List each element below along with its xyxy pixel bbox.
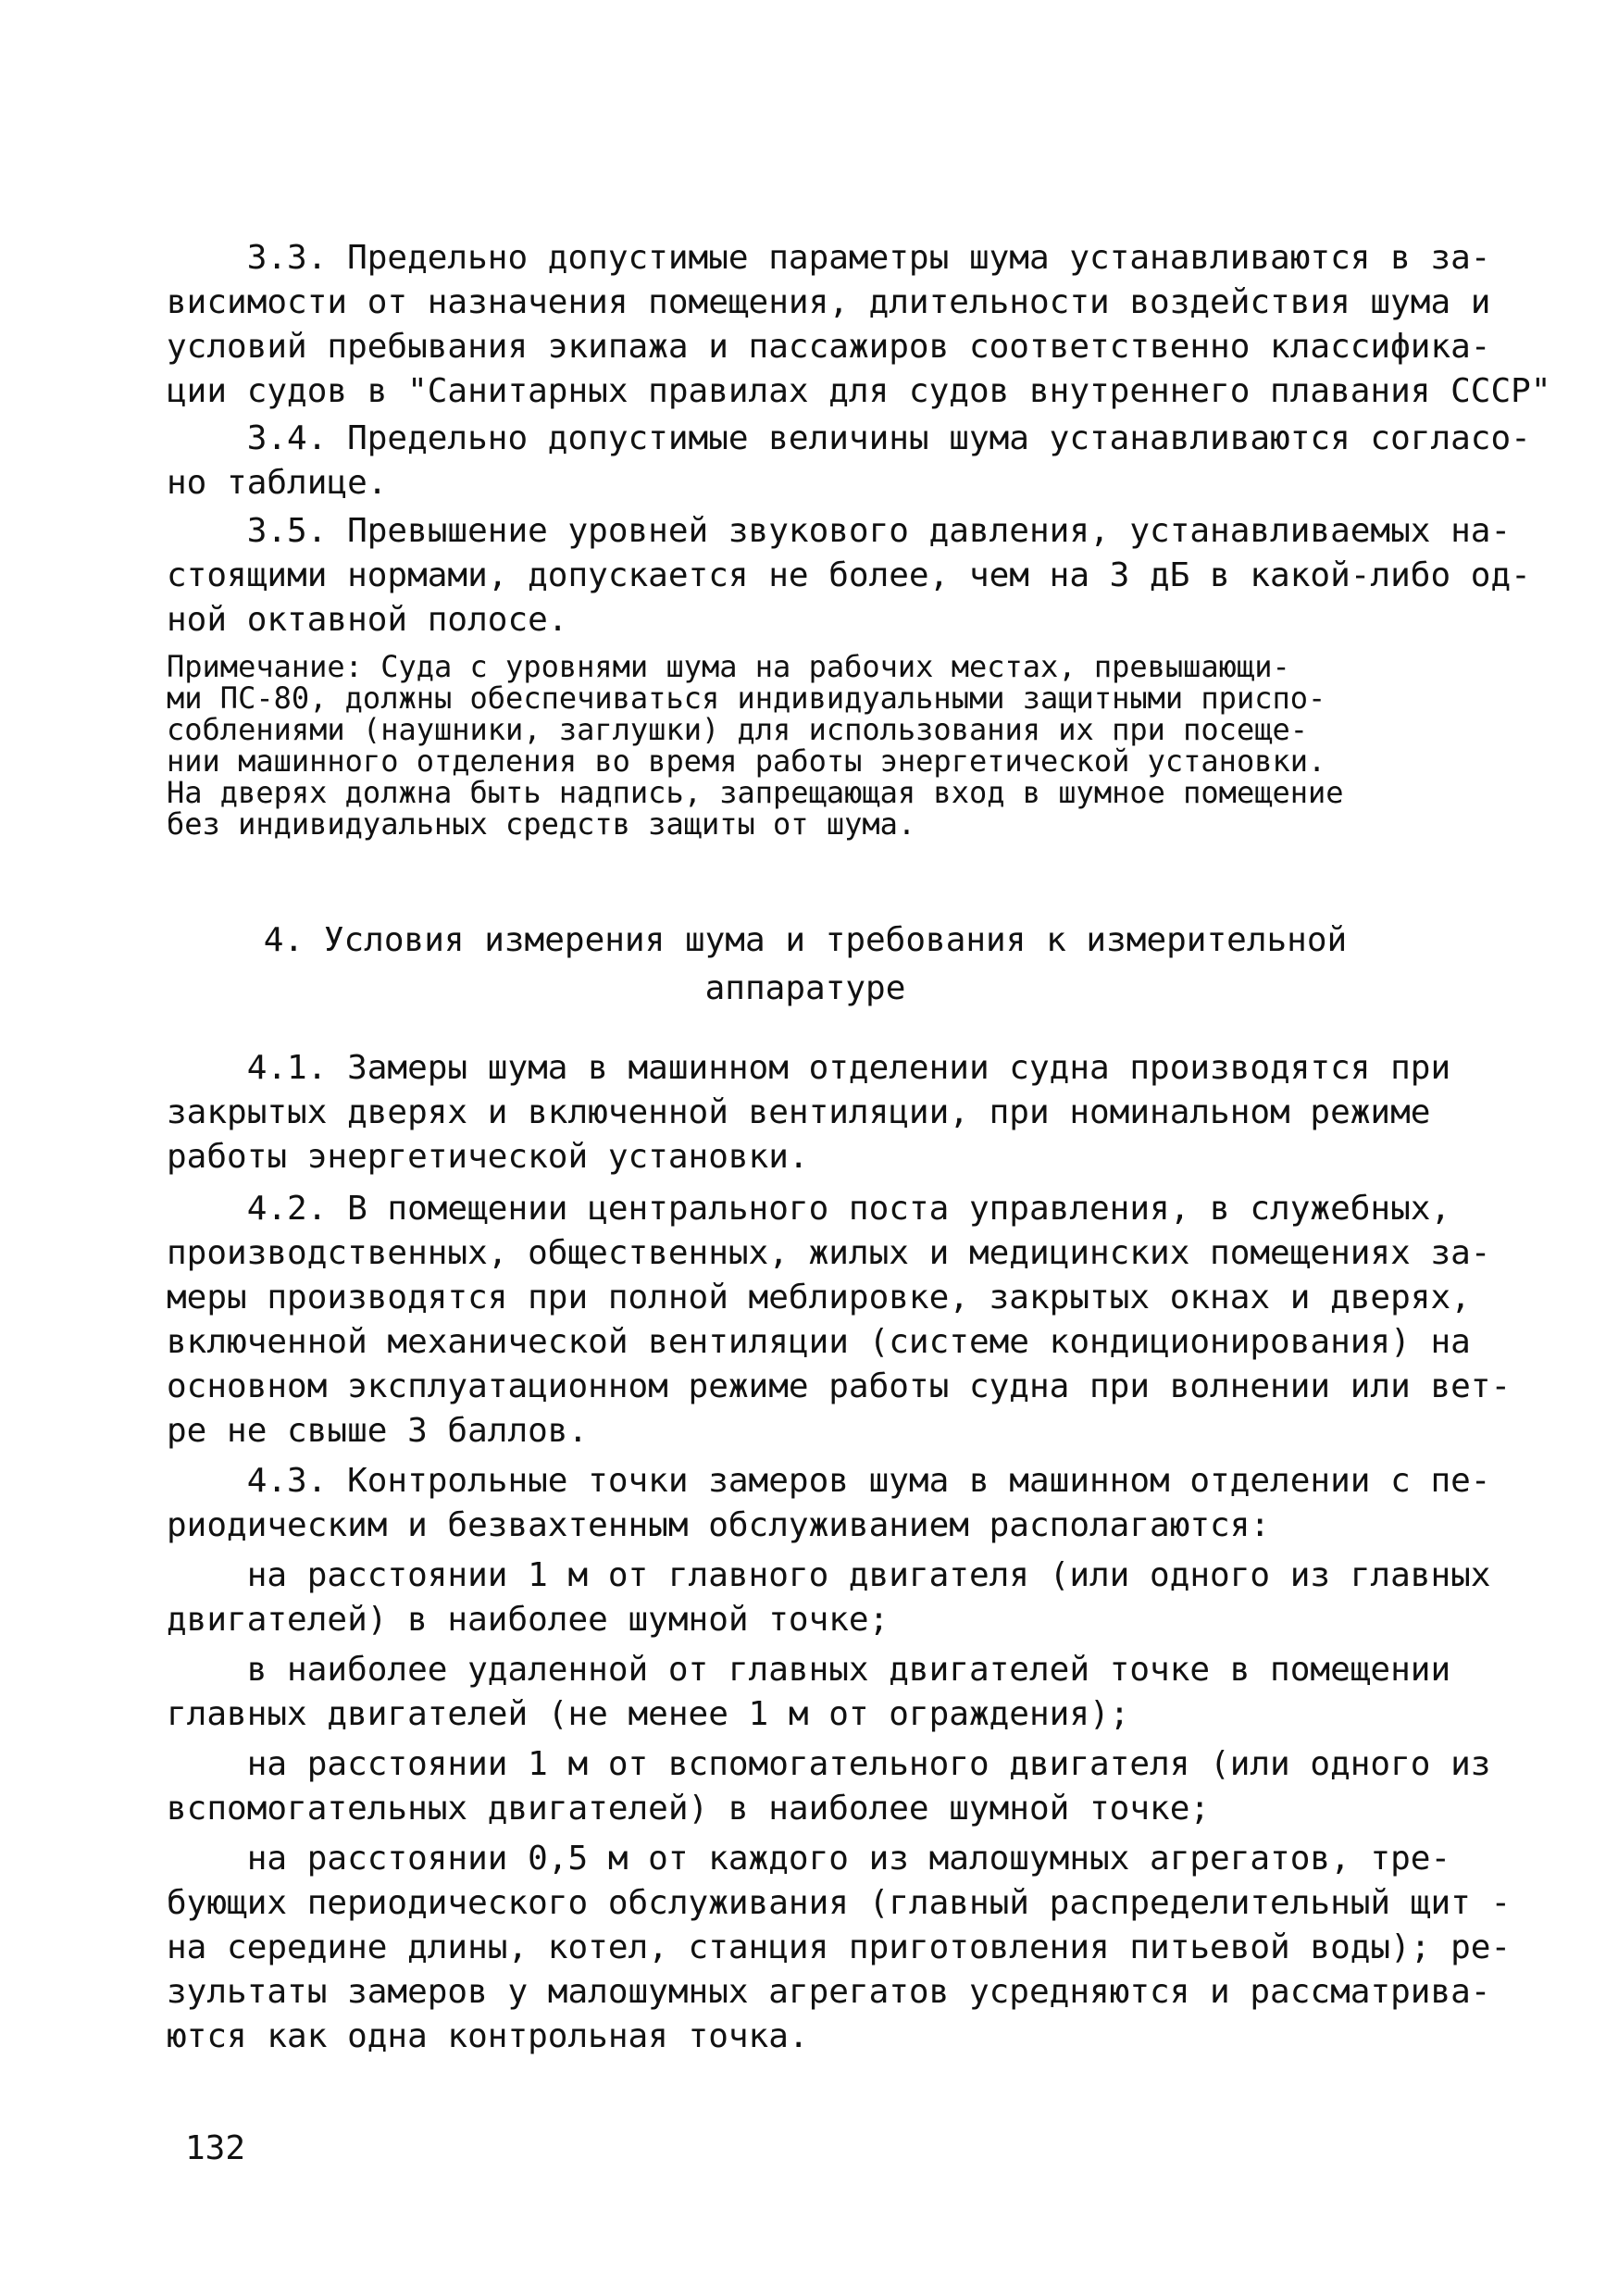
paragraph-3-3-line-2: висимости от назначения помещения, длительности воздействия шума и — [167, 283, 1491, 321]
paragraph-3-5-line-3: ной октавной полосе. — [167, 601, 568, 639]
paragraph-4-2-line-5: основном эксплуатационном режиме работы судна при волнении или вет- — [167, 1367, 1512, 1405]
paragraph-4-3-line-2: риодическим и безвахтенным обслуживанием располагаются: — [167, 1506, 1271, 1544]
note-line-2: ми ПС-80, должны обеспечиваться индивидуальными защитными приспо- — [167, 680, 1326, 716]
note-line-5: На дверях должна быть надпись, запрещающая вход в шумное помещение — [167, 775, 1344, 810]
paragraph-4-3-line-11: на середине длины, котел, станция приготовления питьевой воды); ре- — [167, 1928, 1512, 1966]
paragraph-3-3-line-4: ции судов в "Санитарных правилах для судов внутреннего плавания СССР" — [167, 372, 1551, 410]
note-line-6: без индивидуальных средств защиты от шума. — [167, 806, 916, 842]
page-number: 132 — [185, 2129, 246, 2167]
paragraph-4-3-line-3: на расстоянии 1 м от главного двигателя (или одного из главных — [167, 1556, 1491, 1594]
paragraph-4-3-line-5: в наиболее удаленной от главных двигателей точке в помещении — [167, 1651, 1451, 1689]
paragraph-4-2-line-6: ре не свыше 3 баллов. — [167, 1412, 589, 1450]
paragraph-4-1-line-2: закрытых дверях и включенной вентиляции, при номинальном режиме — [167, 1093, 1431, 1131]
note-line-1: Примечание: Суда с уровнями шума на рабочих местах, превышающи- — [167, 649, 1290, 684]
paragraph-4-2-line-3: меры производятся при полной меблировке, закрытых окнах и дверях, — [167, 1279, 1471, 1316]
paragraph-4-2-line-2: производственных, общественных, жилых и медицинских помещениях за- — [167, 1234, 1491, 1272]
paragraph-4-3-line-7: на расстоянии 1 м от вспомогательного двигателя (или одного из — [167, 1745, 1491, 1783]
paragraph-4-3-line-6: главных двигателей (не менее 1 м от ограждения); — [167, 1695, 1130, 1733]
paragraph-3-3-line-1: 3.3. Предельно допустимые параметры шума устанавливаются в за- — [167, 239, 1491, 277]
paragraph-3-5-line-2: стоящими нормами, допускается не более, чем на 3 дБ в какой-либо од- — [167, 556, 1531, 594]
section-4-title-line-2: аппаратуре — [704, 969, 906, 1007]
paragraph-3-4-line-1: 3.4. Предельно допустимые величины шума устанавливаются согласо- — [167, 419, 1531, 457]
note-line-3: соблениями (наушники, заглушки) для использования их при посеще- — [167, 712, 1308, 747]
paragraph-4-3-line-10: бующих периодического обслуживания (главный распределительный щит - — [167, 1884, 1512, 1922]
paragraph-4-3-line-13: ются как одна контрольная точка. — [167, 2017, 809, 2055]
paragraph-4-2-line-4: включенной механической вентиляции (системе кондиционирования) на — [167, 1323, 1471, 1361]
paragraph-4-1-line-3: работы энергетической установки. — [167, 1138, 809, 1176]
paragraph-3-3-line-3: условий пребывания экипажа и пассажиров соответственно классифика- — [167, 328, 1491, 366]
paragraph-4-3-line-12: зультаты замеров у малошумных агрегатов усредняются и рассматрива- — [167, 1973, 1491, 2011]
paragraph-3-5-line-1: 3.5. Превышение уровней звукового давления, устанавливаемых на- — [167, 512, 1512, 550]
paragraph-4-1-line-1: 4.1. Замеры шума в машинном отделении судна производятся при — [167, 1049, 1451, 1087]
paragraph-4-2-line-1: 4.2. В помещении центрального поста управления, в служебных, — [167, 1190, 1451, 1228]
paragraph-4-3-line-1: 4.3. Контрольные точки замеров шума в машинном отделении с пе- — [167, 1462, 1491, 1500]
paragraph-4-3-line-9: на расстоянии 0,5 м от каждого из малошумных агрегатов, тре- — [167, 1840, 1451, 1878]
note-line-4: нии машинного отделения во время работы энергетической установки. — [167, 743, 1326, 779]
section-4-title-line-1: 4. Условия измерения шума и требования к измерительной — [263, 921, 1348, 959]
paragraph-4-3-line-8: вспомогательных двигателей) в наиболее шумной точке; — [167, 1790, 1211, 1828]
paragraph-3-4-line-2: но таблице. — [167, 464, 388, 502]
paragraph-4-3-line-4: двигателей) в наиболее шумной точке; — [167, 1601, 890, 1639]
